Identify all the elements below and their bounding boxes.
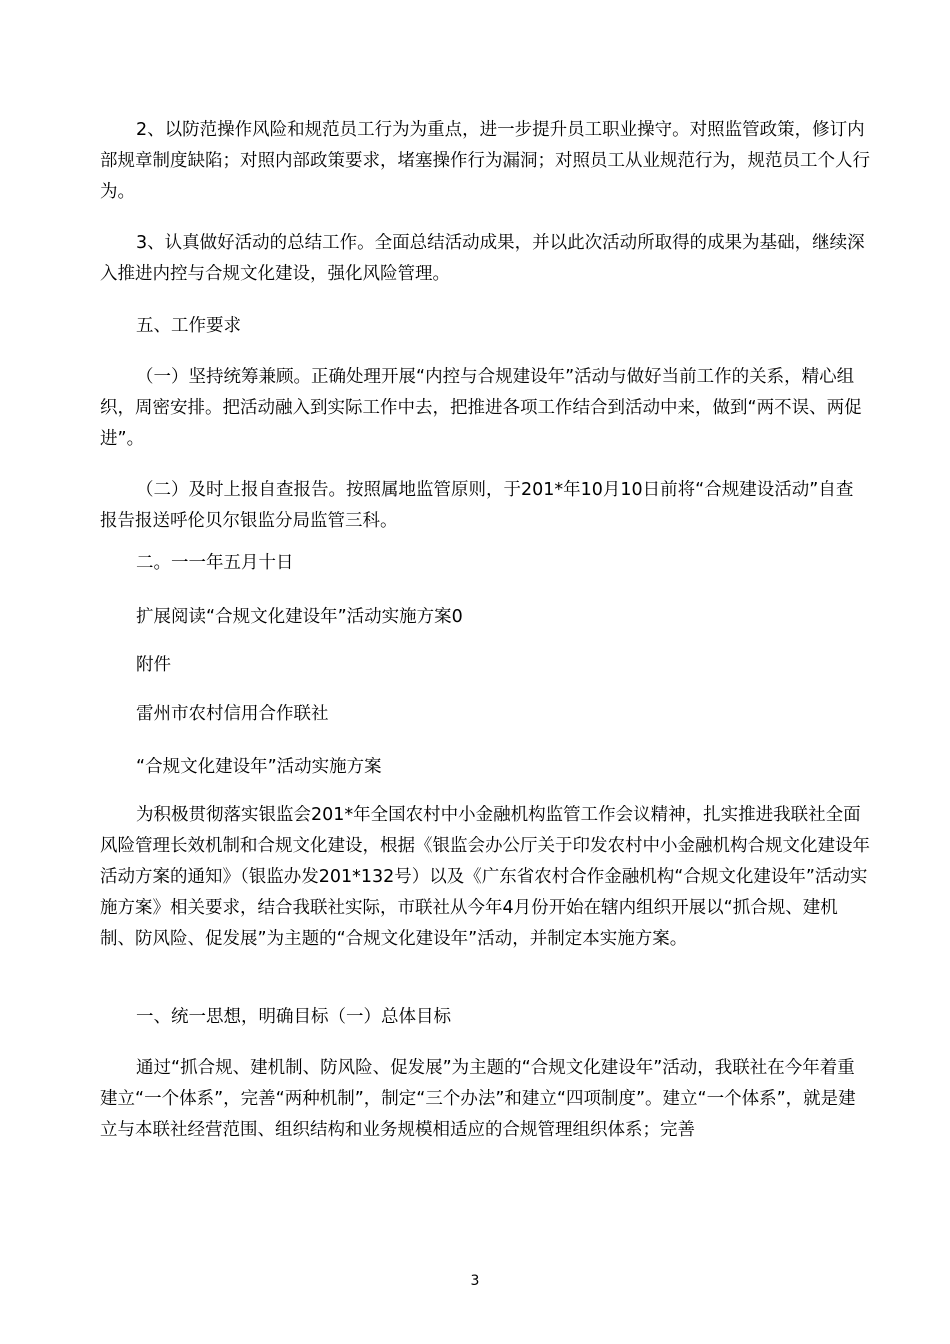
paragraph-5: 为积极贯彻落实银监会201*年全国农村中小金融机构监管工作会议精神，扎实推进我联社全面风险管理长效机制和合规文化建设，根据《银监会办公厅关于印发农村中小金融机构合规文化建设年活动方案的通知》（银监办发201*132号）以及《广东省农村合作金融机构“合规文化建设年”活动实施方案》相关要求，结合我联社实际，市联社从今年4月份开始在辖内组织开展以“抓合规、建机制、防风险、促发展”为主题的“合规文化建设年”活动，并制定本实施方案。 bbox=[100, 805, 870, 949]
paragraph-2: 3、认真做好活动的总结工作。全面总结活动成果，并以此次活动所取得的成果为基础，继续深入推进内控与合规文化建设，强化风险管理。 bbox=[100, 233, 865, 284]
extended-reading-title: 扩展阅读“合规文化建设年”活动实施方案0 bbox=[136, 607, 463, 627]
paragraph-1: 2、以防范操作风险和规范员工行为为重点，进一步提升员工职业操守。对照监管政策，修订内部规章制度缺陷；对照内部政策要求，堵塞操作行为漏洞；对照员工从业规范行为，规范员工个人行为。 bbox=[100, 120, 870, 202]
date-line: 二。一一年五月十日 bbox=[136, 553, 294, 573]
page-number: 3 bbox=[470, 1273, 480, 1289]
paragraph-3: （一）坚持统筹兼顾。正确处理开展“内控与合规建设年”活动与做好当前工作的关系，精心组织，周密安排。把活动融入到实际工作中去，把推进各项工作结合到活动中来，做到“两不误、两促进”。 bbox=[100, 367, 862, 449]
paragraph-6: 通过“抓合规、建机制、防风险、促发展”为主题的“合规文化建设年”活动，我联社在今年着重建立“一个体系”，完善“两种机制”，制定“三个办法”和建立“四项制度”。建立“一个体系”，就是建立与本联社经营范围、组织结构和业务规模相适应的合规管理组织体系；完善 bbox=[100, 1058, 856, 1140]
attachment-label: 附件 bbox=[136, 655, 171, 675]
section-heading-unify-thinking: 一、统一思想，明确目标（一）总体目标 bbox=[136, 1007, 451, 1027]
document-title: “合规文化建设年”活动实施方案 bbox=[136, 757, 382, 777]
paragraph-4: （二）及时上报自查报告。按照属地监管原则，于201*年10月10日前将“合规建设活动”自查报告报送呼伦贝尔银监分局监管三科。 bbox=[100, 480, 854, 531]
organization-name: 雷州市农村信用合作联社 bbox=[136, 704, 329, 724]
section-heading-work-requirements: 五、工作要求 bbox=[136, 316, 241, 336]
